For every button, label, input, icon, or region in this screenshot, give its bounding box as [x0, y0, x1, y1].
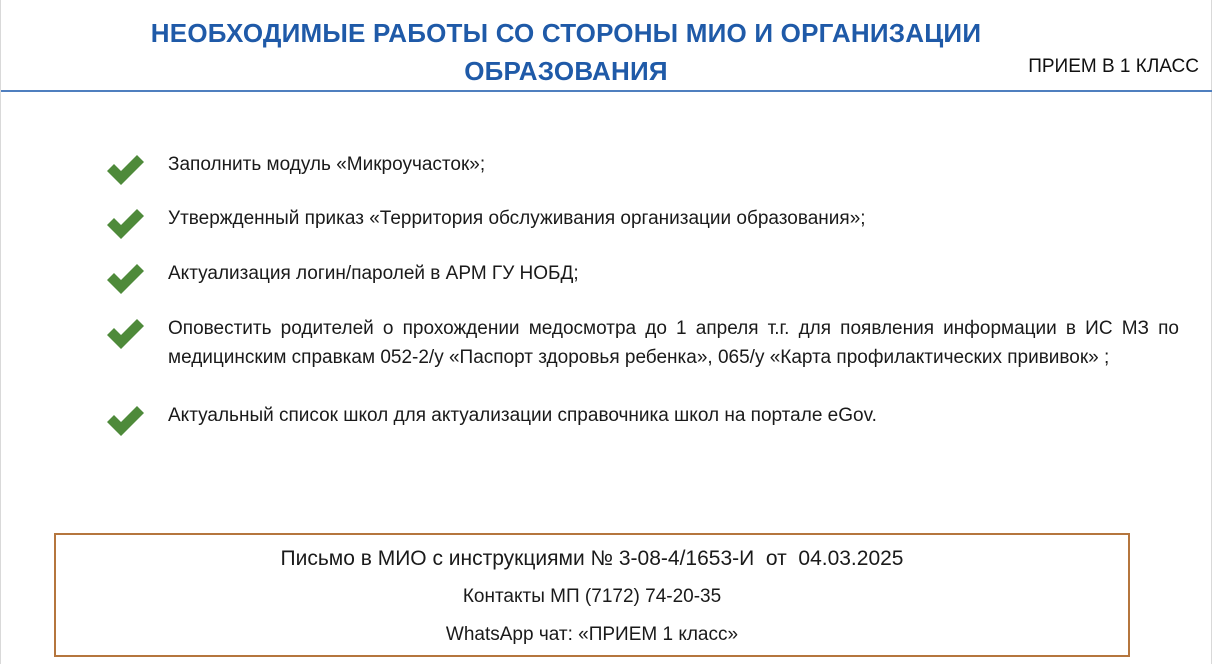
green-check-icon — [107, 319, 144, 349]
green-check-icon — [107, 264, 144, 294]
header-divider — [1, 90, 1212, 92]
list-item — [107, 204, 1179, 233]
list-item — [107, 401, 1179, 430]
whatsapp-chat-text: WhatsApp чат: «ПРИЕМ 1 класс» — [445, 624, 739, 645]
info-box — [54, 533, 1130, 657]
green-check-icon — [107, 155, 144, 185]
green-check-icon — [107, 406, 144, 436]
list-item-text: Актуализация логин/паролей в АРМ ГУ НОБД; — [168, 263, 579, 284]
list-item-text: Утвержденный приказ «Территория обслуживания организации образования»; — [168, 208, 866, 229]
list-item — [107, 259, 1179, 288]
title-line-2: ОБРАЗОВАНИЯ — [464, 56, 668, 86]
section-label: ПРИЕМ В 1 КЛАСС — [1028, 56, 1199, 77]
requirements-list — [107, 150, 1179, 430]
letter-reference: Письмо в МИО с инструкциями № 3-08-4/1653-И от 04.03.2025 — [280, 547, 904, 570]
list-item-text: Актуальный список школ для актуализации справочника школ на портале eGov. — [168, 405, 877, 426]
green-check-icon — [107, 209, 144, 239]
page-title — [131, 14, 1001, 90]
list-item — [107, 150, 1179, 179]
list-item — [107, 314, 1179, 372]
title-line-1: НЕОБХОДИМЫЕ РАБОТЫ СО СТОРОНЫ МИО И ОРГАНИЗАЦИИ — [150, 18, 982, 48]
contacts-text: Контакты МП (7172) 74-20-35 — [462, 586, 722, 607]
list-item-text: Оповестить родителей о прохождении медосмотра до 1 апреля т.г. для появления информации в ИС МЗ по медицинским справкам 052-2/у «Паспорт здоровья ребенка», 065/у «Карта профилактических прививок» ; — [168, 318, 1179, 368]
list-item-text: Заполнить модуль «Микроучасток»; — [168, 154, 486, 175]
